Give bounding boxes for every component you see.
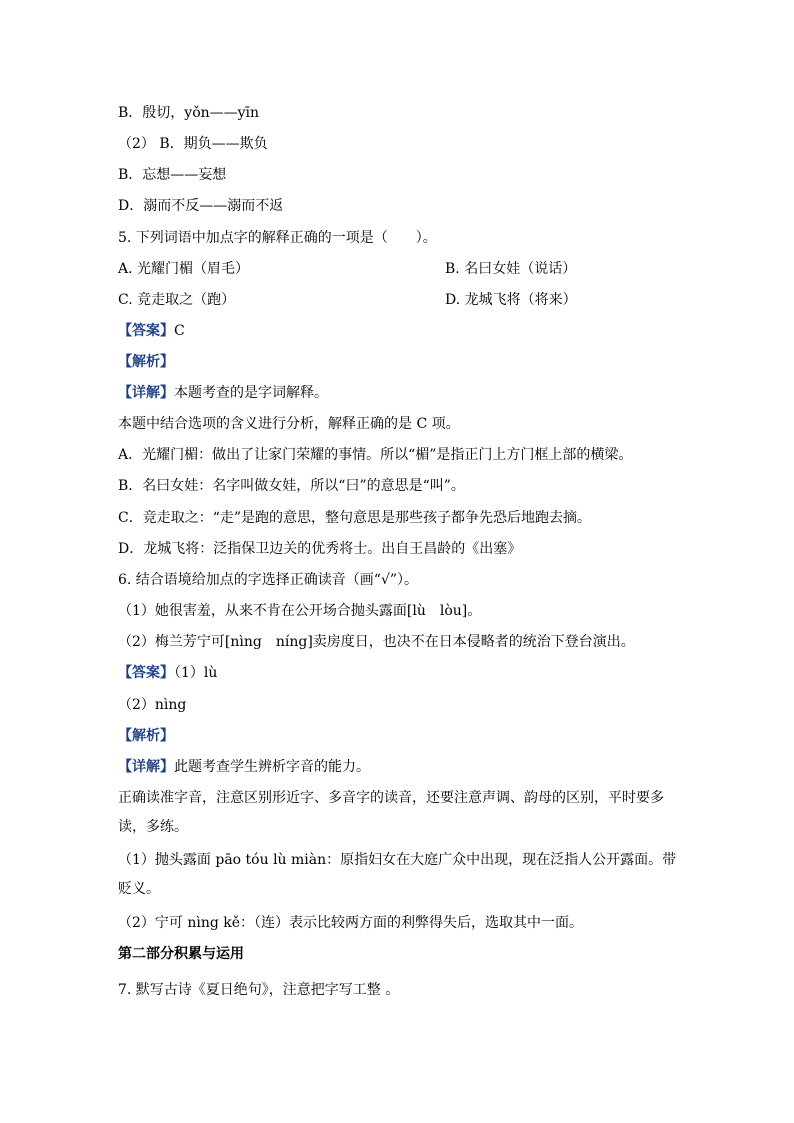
explanation-line: A．光耀门楣：做出了让家门荣耀的事情。所以“楣”是指正门上方门框上部的横梁。 [118, 447, 633, 463]
answer-value: （1）lù [174, 665, 218, 681]
question-7: 7. 默写古诗《夏日绝句》，注意把字写工整 。 [118, 982, 400, 998]
option-b-qifu: （2） B．期负——欺负 [118, 136, 268, 152]
analysis-tag: 【解析】 [118, 728, 174, 744]
answer-tag: 【答案】 [118, 323, 174, 339]
q5-option-b: B. 名曰女娃（说话） [445, 261, 577, 277]
analysis-tag: 【解析】 [118, 354, 174, 370]
detail-tag: 【详解】 [118, 759, 174, 775]
explanation-line: D．龙城飞将：泛指保卫边关的优秀将士。出自王昌龄的《出塞》 [118, 541, 522, 557]
q5-option-d: D. 龙城飞将（将来） [445, 292, 577, 308]
detail-6 [118, 758, 370, 776]
analysis-6 [118, 727, 174, 745]
section-heading: 第二部分积累与运用 [118, 946, 244, 962]
answer-6-part-2: （2）nìng [118, 697, 187, 713]
question-6: 6. 结合语境给加点的字选择正确读音（画“√”）。 [118, 572, 419, 588]
option-b-yinqie: B．殷切，yǒn——yīn [118, 105, 260, 121]
q5-option-c: C. 竞走取之（跑） [118, 292, 236, 308]
option-d-niershfan: D．溺而不反——溺而不返 [118, 198, 284, 214]
explanation-paragraph: 正确读准字音，注意区别形近字、多音字的读音，还要注意声调、韵母的区别，平时要多读，多练。 [118, 790, 664, 835]
analysis-5 [118, 353, 174, 371]
answer-value: C [174, 323, 185, 339]
detail-text: 本题考查的是字词解释。 [174, 385, 328, 401]
explanation-line: C．竞走取之：“走”是跑的意思，整句意思是那些孩子都争先恐后地跑去摘。 [118, 510, 592, 526]
option-b-wangxiang: B．忘想——妄想 [118, 167, 227, 183]
answer-6 [118, 664, 217, 682]
q6-item-2: （2）梅兰芳宁可[nìng níng]卖房度日，也决不在日本侵略者的统治下登台演出。 [118, 634, 635, 650]
q5-option-a: A. 光耀门楣（眉毛） [118, 261, 250, 277]
detail-5 [118, 384, 328, 402]
explanation-paragraph: （1）抛头露面 pāo tóu lù miàn：原指妇女在大庭广众中出现，现在泛指人公开露面。带贬义。 [118, 852, 677, 897]
explanation-line: B．名曰女娃：名字叫做女娃，所以“曰”的意思是“叫”。 [118, 478, 465, 494]
q6-item-1: （1）她很害羞，从来不肯在公开场合抛头露面[lù lòu]。 [118, 603, 482, 619]
answer-5 [118, 322, 185, 340]
explanation-line: 本题中结合选项的含义进行分析，解释正确的是 C 项。 [118, 416, 460, 432]
detail-tag: 【详解】 [118, 385, 174, 401]
detail-text: 此题考查学生辨析字音的能力。 [174, 759, 370, 775]
explanation-line: （2）宁可 nìng kě：（连）表示比较两方面的利弊得失后，选取其中一面。 [118, 915, 584, 931]
answer-tag: 【答案】 [118, 665, 174, 681]
question-5: 5. 下列词语中加点字的解释正确的一项是（ ）。 [118, 230, 437, 246]
